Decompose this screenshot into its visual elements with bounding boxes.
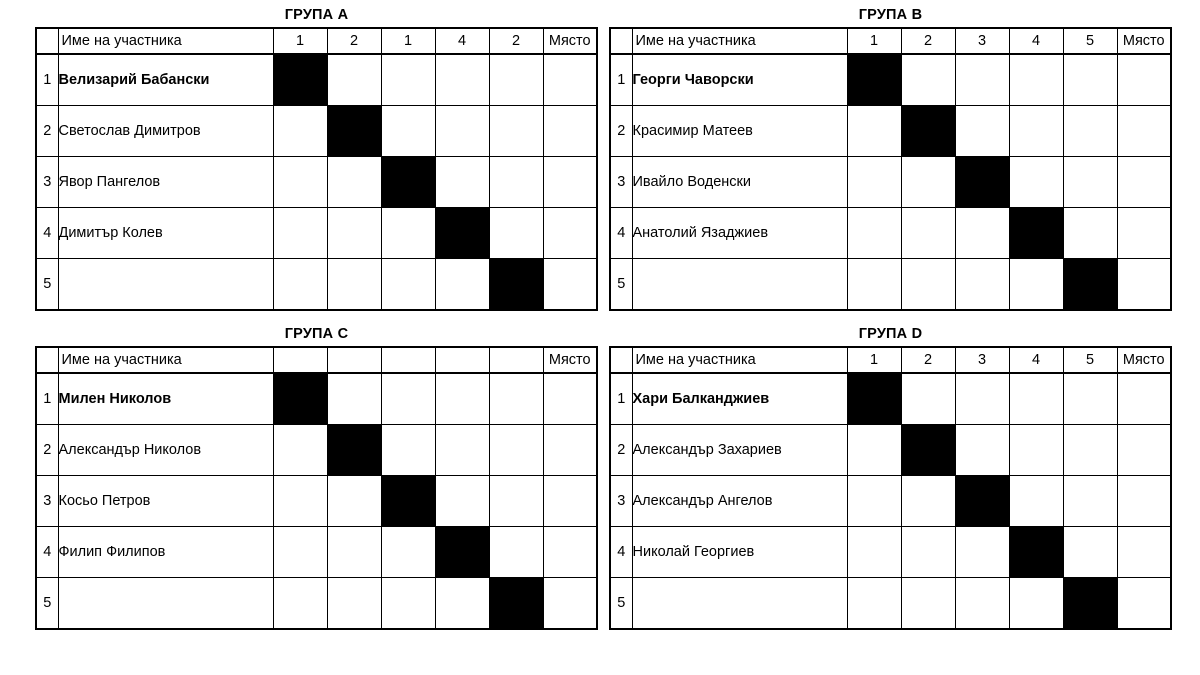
round-robin-table: [609, 27, 1172, 311]
result-cell: [901, 578, 955, 630]
header-participant-name: Име на участника: [58, 28, 273, 54]
place-cell: [543, 527, 597, 578]
result-cell: [327, 54, 381, 106]
place-cell: [543, 208, 597, 259]
participant-name: Светослав Димитров: [58, 106, 273, 157]
table-row: [36, 476, 597, 527]
place-cell: [1117, 157, 1171, 208]
header-opponent-col: [273, 347, 327, 373]
participant-name: Хари Балканджиев: [632, 373, 847, 425]
table-header-row: [36, 347, 597, 373]
result-cell: [489, 476, 543, 527]
result-cell: [273, 527, 327, 578]
result-cell: [1009, 157, 1063, 208]
result-cell: [381, 527, 435, 578]
result-cell: [381, 373, 435, 425]
table-row: [36, 425, 597, 476]
self-match-blocked-cell: [327, 106, 381, 157]
self-match-blocked-cell: [901, 425, 955, 476]
participant-name: Димитър Колев: [58, 208, 273, 259]
table-row: [36, 373, 597, 425]
self-match-blocked-cell: [489, 578, 543, 630]
place-cell: [1117, 425, 1171, 476]
result-cell: [1009, 476, 1063, 527]
result-cell: [273, 106, 327, 157]
self-match-blocked-cell: [847, 54, 901, 106]
self-match-blocked-cell: [327, 425, 381, 476]
self-match-blocked-cell: [1063, 578, 1117, 630]
header-opponent-col: 2: [489, 28, 543, 54]
group-title: ГРУПА C: [284, 326, 349, 342]
self-match-blocked-cell: [847, 373, 901, 425]
result-cell: [1063, 54, 1117, 106]
result-cell: [381, 208, 435, 259]
participant-name: Александър Ангелов: [632, 476, 847, 527]
result-cell: [1009, 259, 1063, 311]
table-header-row: [36, 28, 597, 54]
place-cell: [1117, 208, 1171, 259]
result-cell: [847, 425, 901, 476]
result-cell: [955, 259, 1009, 311]
table-row: [610, 527, 1171, 578]
header-opponent-col: [435, 347, 489, 373]
participant-name: [632, 578, 847, 630]
group-c: [35, 322, 598, 630]
result-cell: [273, 259, 327, 311]
result-cell: [435, 54, 489, 106]
result-cell: [327, 527, 381, 578]
participant-name: Георги Чаворски: [632, 54, 847, 106]
participant-name: Анатолий Язаджиев: [632, 208, 847, 259]
place-cell: [543, 54, 597, 106]
row-number: 5: [610, 259, 632, 311]
header-participant-name: Име на участника: [58, 347, 273, 373]
result-cell: [435, 157, 489, 208]
self-match-blocked-cell: [1009, 208, 1063, 259]
result-cell: [847, 157, 901, 208]
result-cell: [901, 527, 955, 578]
header-opponent-col: 2: [901, 347, 955, 373]
result-cell: [489, 208, 543, 259]
table-header-row: [610, 28, 1171, 54]
place-cell: [543, 373, 597, 425]
result-cell: [327, 578, 381, 630]
self-match-blocked-cell: [901, 106, 955, 157]
table-row: [36, 106, 597, 157]
result-cell: [847, 527, 901, 578]
result-cell: [381, 425, 435, 476]
header-opponent-col: 1: [273, 28, 327, 54]
result-cell: [435, 373, 489, 425]
table-row: [610, 208, 1171, 259]
row-number: 4: [36, 527, 58, 578]
place-cell: [543, 578, 597, 630]
result-cell: [955, 527, 1009, 578]
place-cell: [1117, 54, 1171, 106]
place-cell: [1117, 476, 1171, 527]
row-number: 1: [36, 373, 58, 425]
header-number-cell: [610, 28, 632, 54]
result-cell: [1009, 54, 1063, 106]
row-number: 2: [610, 425, 632, 476]
result-cell: [273, 425, 327, 476]
table-row: [610, 425, 1171, 476]
result-cell: [847, 106, 901, 157]
header-participant-name: Име на участника: [632, 28, 847, 54]
result-cell: [489, 106, 543, 157]
table-row: [610, 54, 1171, 106]
result-cell: [1063, 425, 1117, 476]
result-cell: [847, 208, 901, 259]
self-match-blocked-cell: [955, 157, 1009, 208]
result-cell: [489, 527, 543, 578]
participant-name: Явор Пангелов: [58, 157, 273, 208]
header-opponent-col: 1: [847, 347, 901, 373]
result-cell: [955, 578, 1009, 630]
row-number: 4: [36, 208, 58, 259]
row-number: 3: [610, 157, 632, 208]
result-cell: [381, 106, 435, 157]
result-cell: [1063, 527, 1117, 578]
row-number: 4: [610, 527, 632, 578]
place-cell: [1117, 259, 1171, 311]
table-row: [36, 578, 597, 630]
row-number: 2: [36, 425, 58, 476]
header-participant-name: Име на участника: [632, 347, 847, 373]
result-cell: [955, 373, 1009, 425]
header-opponent-col: [381, 347, 435, 373]
table-row: [610, 578, 1171, 630]
header-number-cell: [36, 28, 58, 54]
row-number: 3: [36, 476, 58, 527]
result-cell: [327, 259, 381, 311]
result-cell: [435, 425, 489, 476]
participant-name: [632, 259, 847, 311]
result-cell: [955, 106, 1009, 157]
row-number: 5: [36, 259, 58, 311]
self-match-blocked-cell: [489, 259, 543, 311]
group-a: [35, 3, 598, 311]
table-header-row: [610, 347, 1171, 373]
participant-name: Красимир Матеев: [632, 106, 847, 157]
result-cell: [273, 578, 327, 630]
row-number: 1: [36, 54, 58, 106]
self-match-blocked-cell: [381, 476, 435, 527]
result-cell: [489, 157, 543, 208]
place-cell: [1117, 578, 1171, 630]
result-cell: [955, 54, 1009, 106]
header-opponent-col: [489, 347, 543, 373]
row-number: 5: [36, 578, 58, 630]
table-row: [610, 157, 1171, 208]
place-cell: [543, 157, 597, 208]
header-opponent-col: 1: [847, 28, 901, 54]
result-cell: [489, 373, 543, 425]
self-match-blocked-cell: [1063, 259, 1117, 311]
header-opponent-col: 3: [955, 28, 1009, 54]
result-cell: [381, 578, 435, 630]
table-row: [610, 106, 1171, 157]
result-cell: [1009, 578, 1063, 630]
result-cell: [327, 157, 381, 208]
row-number: 3: [610, 476, 632, 527]
result-cell: [1009, 373, 1063, 425]
header-place: Място: [543, 28, 597, 54]
group-title: ГРУПА B: [858, 7, 923, 23]
group-b: [609, 3, 1172, 311]
header-opponent-col: 2: [327, 28, 381, 54]
header-number-cell: [36, 347, 58, 373]
result-cell: [489, 54, 543, 106]
self-match-blocked-cell: [435, 208, 489, 259]
row-number: 5: [610, 578, 632, 630]
header-opponent-col: 4: [1009, 347, 1063, 373]
place-cell: [1117, 106, 1171, 157]
self-match-blocked-cell: [955, 476, 1009, 527]
result-cell: [489, 425, 543, 476]
table-row: [36, 157, 597, 208]
group-d: [609, 322, 1172, 630]
row-number: 2: [610, 106, 632, 157]
result-cell: [435, 259, 489, 311]
result-cell: [955, 208, 1009, 259]
result-cell: [435, 578, 489, 630]
header-place: Място: [1117, 28, 1171, 54]
header-place: Място: [1117, 347, 1171, 373]
header-opponent-col: 4: [435, 28, 489, 54]
result-cell: [327, 208, 381, 259]
header-opponent-col: 4: [1009, 28, 1063, 54]
result-cell: [1063, 157, 1117, 208]
result-cell: [901, 259, 955, 311]
table-row: [36, 527, 597, 578]
result-cell: [327, 476, 381, 527]
row-number: 3: [36, 157, 58, 208]
result-cell: [847, 259, 901, 311]
result-cell: [901, 54, 955, 106]
participant-name: Александър Захариев: [632, 425, 847, 476]
result-cell: [1063, 106, 1117, 157]
table-row: [36, 259, 597, 311]
result-cell: [1009, 106, 1063, 157]
participant-name: [58, 259, 273, 311]
table-row: [36, 54, 597, 106]
result-cell: [1063, 208, 1117, 259]
self-match-blocked-cell: [273, 373, 327, 425]
place-cell: [1117, 373, 1171, 425]
row-number: 1: [610, 54, 632, 106]
result-cell: [901, 208, 955, 259]
header-opponent-col: 1: [381, 28, 435, 54]
round-robin-table: [35, 27, 598, 311]
table-row: [610, 259, 1171, 311]
group-title: ГРУПА D: [858, 326, 923, 342]
participant-name: [58, 578, 273, 630]
group-title: ГРУПА А: [284, 7, 349, 23]
row-number: 1: [610, 373, 632, 425]
result-cell: [327, 373, 381, 425]
header-place: Място: [543, 347, 597, 373]
header-opponent-col: 3: [955, 347, 1009, 373]
place-cell: [543, 476, 597, 527]
place-cell: [543, 106, 597, 157]
place-cell: [543, 425, 597, 476]
header-opponent-col: [327, 347, 381, 373]
participant-name: Александър Николов: [58, 425, 273, 476]
place-cell: [1117, 527, 1171, 578]
result-cell: [1063, 476, 1117, 527]
header-opponent-col: 5: [1063, 347, 1117, 373]
result-cell: [435, 476, 489, 527]
participant-name: Николай Георгиев: [632, 527, 847, 578]
result-cell: [847, 578, 901, 630]
result-cell: [847, 476, 901, 527]
table-row: [36, 208, 597, 259]
result-cell: [955, 425, 1009, 476]
round-robin-table: [35, 346, 598, 630]
participant-name: Ивайло Воденски: [632, 157, 847, 208]
header-number-cell: [610, 347, 632, 373]
result-cell: [273, 476, 327, 527]
participant-name: Милен Николов: [58, 373, 273, 425]
row-number: 2: [36, 106, 58, 157]
result-cell: [273, 157, 327, 208]
participant-name: Косьо Петров: [58, 476, 273, 527]
table-row: [610, 476, 1171, 527]
row-number: 4: [610, 208, 632, 259]
participant-name: Велизарий Бабански: [58, 54, 273, 106]
self-match-blocked-cell: [381, 157, 435, 208]
header-opponent-col: 2: [901, 28, 955, 54]
result-cell: [901, 373, 955, 425]
self-match-blocked-cell: [1009, 527, 1063, 578]
table-row: [610, 373, 1171, 425]
place-cell: [543, 259, 597, 311]
result-cell: [1063, 373, 1117, 425]
self-match-blocked-cell: [273, 54, 327, 106]
participant-name: Филип Филипов: [58, 527, 273, 578]
header-opponent-col: 5: [1063, 28, 1117, 54]
self-match-blocked-cell: [435, 527, 489, 578]
result-cell: [381, 54, 435, 106]
result-cell: [901, 476, 955, 527]
result-cell: [381, 259, 435, 311]
result-cell: [273, 208, 327, 259]
result-cell: [901, 157, 955, 208]
result-cell: [435, 106, 489, 157]
result-cell: [1009, 425, 1063, 476]
round-robin-table: [609, 346, 1172, 630]
